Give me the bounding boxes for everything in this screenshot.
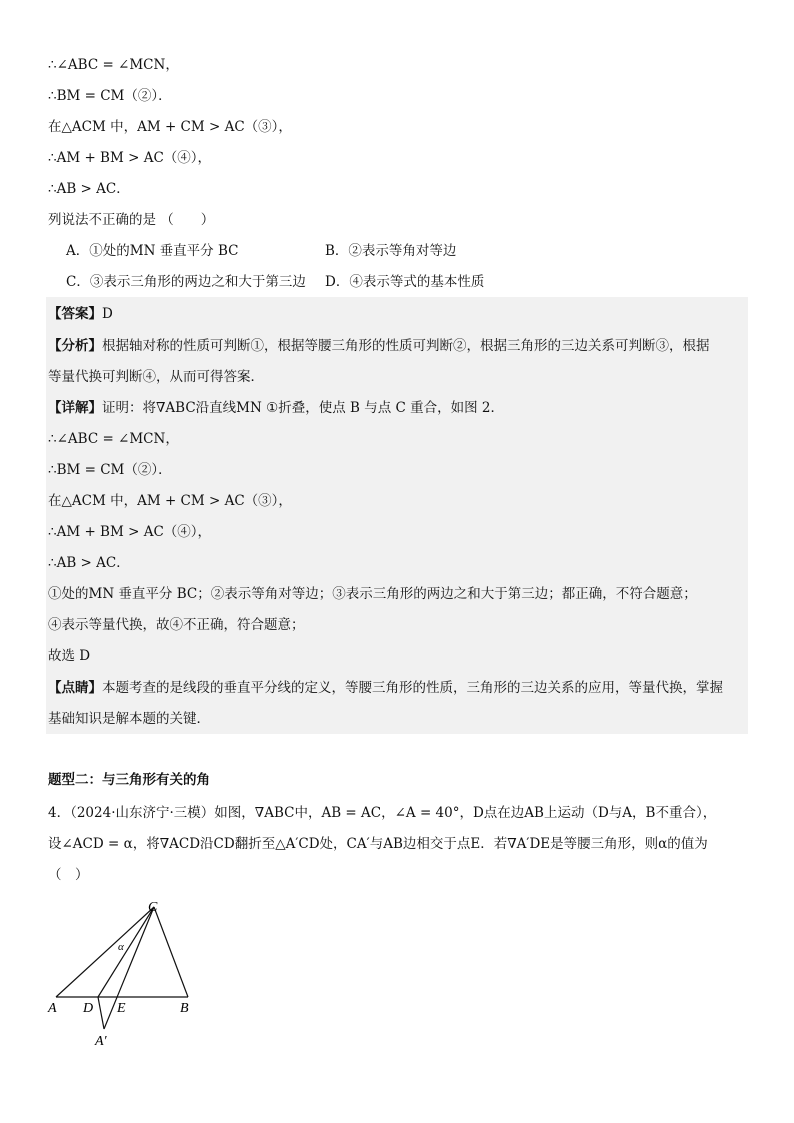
question-prompt: 列说法不正确的是 （ ） xyxy=(48,212,215,228)
question4-line-1: 4．（2024·山东济宁·三模）如图，∇ABC中，AB = AC，∠A = 40°，D点在边AB上运动（D与A，B不重合）， xyxy=(48,805,717,821)
segment-ca-prime xyxy=(104,907,154,1029)
label-d: D xyxy=(83,1001,94,1016)
analysis-text-1: 根据轴对称的性质可判断①，根据等腰三角形的性质可判断②，根据三角形的三边关系可判断③，根据 xyxy=(102,338,710,354)
detail-text-1: 证明：将∇ABC沿直线MN ①折叠，使点 B 与点 C 重合，如图 2． xyxy=(102,400,505,416)
detail-line-7: ①处的MN 垂直平分 BC；②表示等角对等边；③表示三角形的两边之和大于第三边；都正确，不符合题意； xyxy=(48,586,697,602)
comment-line-1 xyxy=(48,679,723,697)
segment-d-a-prime xyxy=(98,997,104,1029)
detail-line-2: ∴∠ABC = ∠MCN， xyxy=(48,431,179,447)
analysis-line-2: 等量代换可判断④，从而可得答案． xyxy=(48,369,264,385)
proof-line-4: ∴AM + BM > AC（④）， xyxy=(48,150,212,166)
label-e: E xyxy=(117,1001,126,1016)
question4-line-2: 设∠ACD = α，将∇ACD沿CD翻折至△A′CD处，CA′与AB边相交于点E．若∇A′DE是等腰三角形，则α的值为 xyxy=(48,836,708,852)
analysis-label: 【分析】 xyxy=(48,338,102,354)
detail-line-1 xyxy=(48,399,504,417)
detail-line-8: ④表示等量代换，故④不正确，符合题意； xyxy=(48,617,305,633)
comment-label: 【点睛】 xyxy=(48,680,102,696)
solution-box xyxy=(46,297,748,734)
triangle-figure xyxy=(40,895,210,1055)
analysis-line-1 xyxy=(48,337,710,355)
option-d: D．④表示等式的基本性质 xyxy=(325,274,485,290)
label-alpha: α xyxy=(118,941,124,953)
proof-line-2: ∴BM = CM（②）． xyxy=(48,88,172,104)
proof-line-3: 在△ACM 中，AM + CM > AC（③）， xyxy=(48,119,292,135)
segment-cd xyxy=(98,907,154,997)
answer-value: D xyxy=(102,306,113,322)
answer-label: 【答案】 xyxy=(48,306,102,322)
segment-bc xyxy=(154,907,188,997)
detail-line-3: ∴BM = CM（②）． xyxy=(48,462,172,478)
detail-line-4: 在△ACM 中，AM + CM > AC（③）， xyxy=(48,493,292,509)
label-c: C xyxy=(148,900,158,915)
detail-line-6: ∴AB > AC． xyxy=(48,555,130,571)
comment-text-1: 本题考查的是线段的垂直平分线的定义，等腰三角形的性质，三角形的三边关系的应用，等量代换，掌握 xyxy=(102,680,723,696)
section-title: 题型二：与三角形有关的角 xyxy=(48,772,210,788)
detail-label: 【详解】 xyxy=(48,400,102,416)
proof-line-5: ∴AB > AC． xyxy=(48,181,130,197)
segment-ac xyxy=(56,907,154,997)
option-b: B．②表示等角对等边 xyxy=(325,243,457,259)
answer-line xyxy=(48,305,113,323)
question4-line-3: （ ） xyxy=(48,867,89,883)
proof-line-1: ∴∠ABC = ∠MCN， xyxy=(48,57,179,73)
detail-line-5: ∴AM + BM > AC（④）， xyxy=(48,524,212,540)
comment-line-2: 基础知识是解本题的关键． xyxy=(48,711,210,727)
detail-line-9: 故选 D xyxy=(48,648,91,664)
label-b: B xyxy=(180,1001,189,1016)
label-a: A xyxy=(48,1001,57,1016)
option-c: C．③表示三角形的两边之和大于第三边 xyxy=(66,274,306,290)
label-a-prime: A′ xyxy=(95,1034,107,1049)
option-a: A．①处的MN 垂直平分 BC xyxy=(66,243,239,259)
